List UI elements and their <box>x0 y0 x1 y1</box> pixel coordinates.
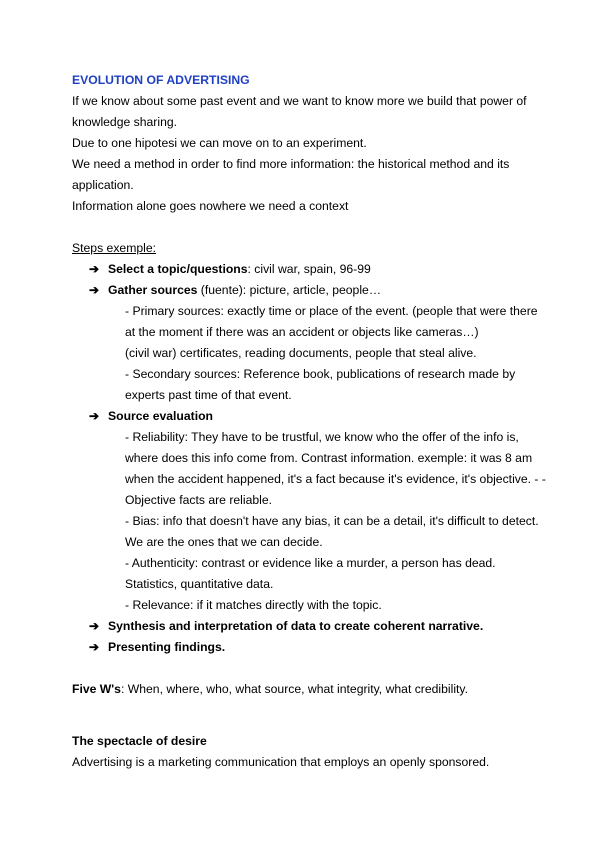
step-text: (fuente): picture, article, people… <box>197 283 382 297</box>
step-detail: - Primary sources: exactly time or place of the event. (people that were there <box>125 304 538 318</box>
step-detail: Statistics, quantitative data. <box>125 577 274 591</box>
step-detail: experts past time of that event. <box>125 388 292 402</box>
section-heading: The spectacle of desire <box>72 734 207 748</box>
step-detail: where does this info come from. Contrast information. exemple: it was 8 am <box>125 451 533 465</box>
steps-list <box>89 259 546 658</box>
step-select-topic <box>89 259 542 280</box>
step-label: Gather sources <box>108 283 198 297</box>
step-detail: - Reliability: They have to be trustful, we know who the offer of the info is, <box>125 430 519 444</box>
step-synthesis <box>89 616 542 637</box>
arrow-icon: ➔ <box>89 640 100 654</box>
document-title: EVOLUTION OF ADVERTISING <box>72 73 250 87</box>
five-ws-label: Five W's <box>72 682 121 696</box>
intro-line: If we know about some past event and we want to know more we build that power of <box>72 94 527 108</box>
step-detail: - Secondary sources: Reference book, publications of research made by <box>125 367 516 381</box>
step-detail: - Relevance: if it matches directly with the topic. <box>125 598 382 612</box>
step-gather-sources <box>89 280 542 301</box>
step-label: Select a topic/questions <box>108 262 248 276</box>
step-detail: - Bias: info that doesn't have any bias, it can be a detail, it's difficult to detect. <box>125 514 539 528</box>
section-text: Advertising is a marketing communication that employs an openly sponsored. <box>72 755 490 769</box>
step-label: Presenting findings. <box>108 640 226 654</box>
step-detail: at the moment if there was an accident or objects like cameras…) <box>125 325 479 339</box>
intro-line: Due to one hipotesi we can move on to an experiment. <box>72 136 367 150</box>
arrow-icon: ➔ <box>89 262 100 276</box>
steps-heading: Steps exemple: <box>72 241 157 255</box>
arrow-icon: ➔ <box>89 409 100 423</box>
intro-line: knowledge sharing. <box>72 115 178 129</box>
intro-line: application. <box>72 178 134 192</box>
document-body <box>72 70 546 773</box>
step-detail: (civil war) certificates, reading documents, people that steal alive. <box>125 346 477 360</box>
intro-line: Information alone goes nowhere we need a context <box>72 199 349 213</box>
five-ws-line <box>72 679 542 700</box>
arrow-icon: ➔ <box>89 619 100 633</box>
arrow-icon: ➔ <box>89 283 100 297</box>
step-detail: - Authenticity: contrast or evidence like a murder, a person has dead. <box>125 556 496 570</box>
step-label: Synthesis and interpretation of data to create coherent narrative. <box>108 619 484 633</box>
intro-line: We need a method in order to find more information: the historical method and its <box>72 157 510 171</box>
step-detail: when the accident happened, it's a fact because it's evidence, it's objective. - - <box>125 472 546 486</box>
step-text: : civil war, spain, 96-99 <box>247 262 371 276</box>
step-source-evaluation <box>89 406 542 427</box>
step-presenting-findings <box>89 637 542 658</box>
step-detail: We are the ones that we can decide. <box>125 535 323 549</box>
step-detail: Objective facts are reliable. <box>125 493 272 507</box>
five-ws-text: : When, where, who, what source, what integrity, what credibility. <box>120 682 468 696</box>
step-label: Source evaluation <box>108 409 213 423</box>
